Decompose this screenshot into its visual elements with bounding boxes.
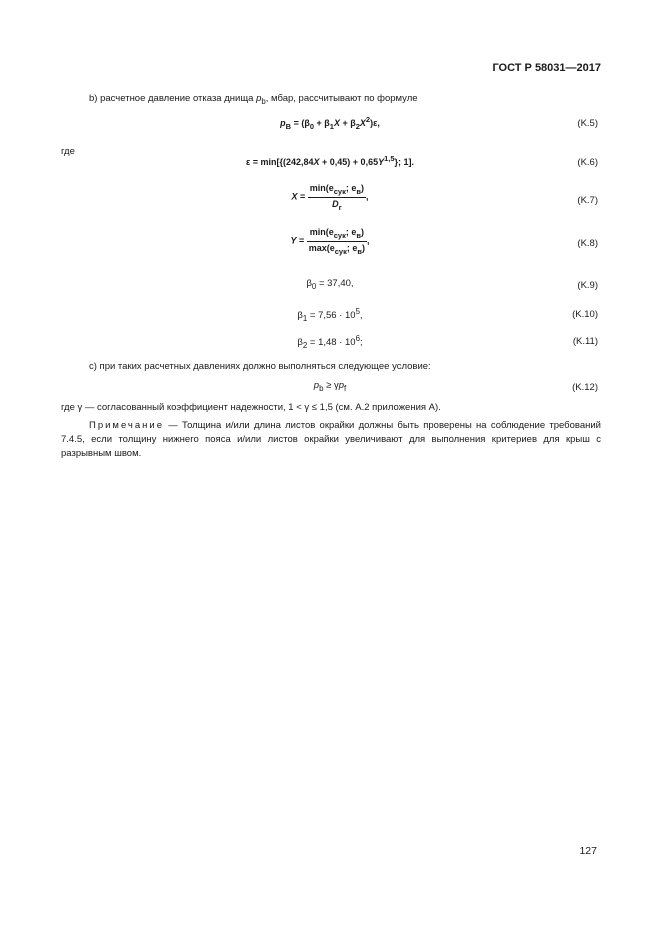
paragraph-c: c) при таких расчетных давлениях должно выполняться следующее условие: <box>89 361 431 372</box>
where-label-2: где γ — согласованный коэффициент надежности, 1 < γ ≤ 1,5 (см. А.2 приложения А). <box>61 402 441 413</box>
page-number: 127 <box>579 845 597 857</box>
equation-number-k5: (K.5) <box>577 118 598 129</box>
paragraph-b: b) расчетное давление отказа днища $p_b$, мбар, рассчитывают по формуле <box>89 93 418 106</box>
equation-k5: $p_B = (\beta_0 + \beta_1X + \beta_2X^2)\varepsilon$, <box>280 115 380 131</box>
equation-number-k12: (K.12) <box>572 382 598 393</box>
note-text: — Толщина и/или длина листов окрайки должны быть проверены на соблюдение требований 7.4.5, если толщину нижнего пояса и/или листов окрайки увеличивают для выполнения критериев для крыш с разрывным швом. <box>61 420 601 459</box>
equation-number-k9: (K.9) <box>577 280 598 291</box>
equation-k6: $\varepsilon = \min[\{(242,84X + 0,45) + 0,65Y^{1,5}\}$; 1]. <box>245 154 415 167</box>
note-label: Примечание <box>89 420 164 431</box>
equation-k11: $\beta_2 = 1,48 \cdot 10^6$; <box>297 334 363 351</box>
equation-k12: $p_b \ge \gamma p_f$ <box>313 380 347 393</box>
document-header: ГОСТ Р 58031—2017 <box>492 62 601 74</box>
equation-k10: $\beta_1 = 7,56 \cdot 10^5$, <box>297 307 363 324</box>
equation-number-k8: (K.8) <box>577 238 598 249</box>
equation-number-k10: (K.10) <box>572 309 598 320</box>
equation-k7: X = $\frac{\min(e_{сук}; e_в)}{D_г}$ , <box>291 183 369 212</box>
equation-number-k6: (K.6) <box>577 157 598 168</box>
equation-k9: $\beta_0 = 37,40$, <box>306 278 354 291</box>
equation-number-k7: (K.7) <box>577 195 598 206</box>
note-paragraph <box>61 419 601 461</box>
where-label-1: где <box>61 146 75 157</box>
equation-number-k11: (K.11) <box>572 336 598 347</box>
equation-k8: Y = $\frac{\min(e_{сук}; e_в)}{\max(e_{сук}; e_в)}$ , <box>290 227 370 256</box>
